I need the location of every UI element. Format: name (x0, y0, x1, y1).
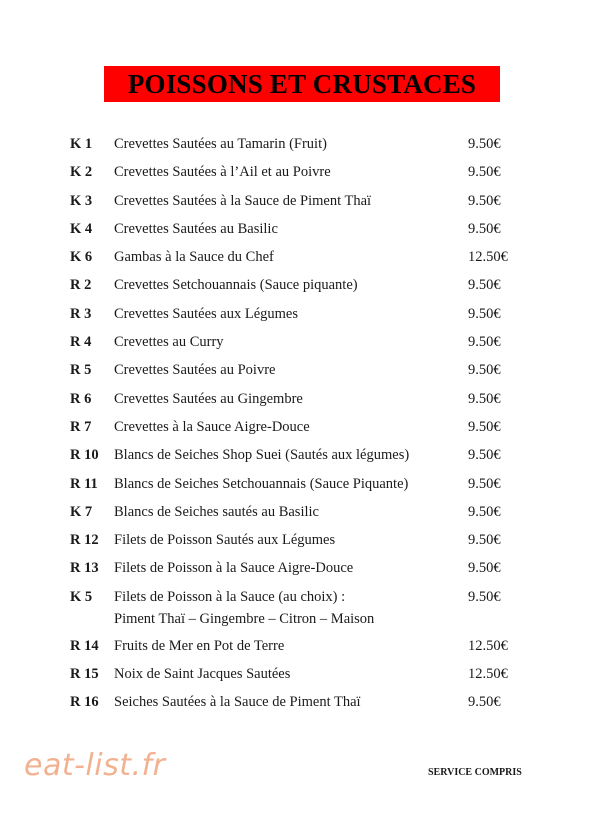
item-code: R 15 (70, 666, 99, 683)
menu-item (0, 473, 600, 501)
item-price: 9.50€ (468, 694, 501, 711)
item-name: Seiches Sautées à la Sauce de Piment Thaï (114, 694, 361, 711)
item-code: K 1 (70, 136, 93, 152)
item-code: R 11 (70, 475, 98, 492)
item-code: K 5 (70, 588, 93, 605)
item-code: R 14 (70, 637, 99, 654)
item-code: R 2 (70, 277, 92, 294)
item-price: 9.50€ (468, 136, 501, 152)
item-code: R 10 (70, 447, 99, 464)
menu-item (0, 388, 600, 416)
item-name: Crevettes Setchouannais (Sauce piquante) (114, 277, 358, 294)
menu-item (0, 274, 600, 302)
menu-item (0, 557, 600, 585)
menu-item (0, 416, 600, 444)
item-price: 9.50€ (468, 164, 501, 181)
item-code: K 4 (70, 220, 93, 237)
item-name-line2: Piment Thaï – Gingembre – Citron – Maison (114, 610, 375, 627)
item-code: R 3 (70, 305, 92, 322)
item-name: Crevettes au Curry (114, 334, 224, 351)
title-banner (104, 66, 500, 102)
item-price: 9.50€ (468, 192, 501, 209)
item-name: Blancs de Seiches sautés au Basilic (114, 503, 319, 520)
menu-item (0, 161, 600, 189)
item-name: Fruits de Mer en Pot de Terre (114, 637, 285, 654)
item-name: Filets de Poisson Sautés aux Légumes (114, 532, 336, 549)
item-name: Crevettes Sautées au Basilic (114, 220, 278, 237)
menu-item (0, 691, 600, 719)
item-name: Filets de Poisson à la Sauce Aigre-Douce (114, 560, 354, 577)
item-price: 9.50€ (468, 532, 501, 549)
item-name: Crevettes Sautées au Tamarin (Fruit) (114, 136, 327, 152)
page-title: POISSONS ET CRUSTACES (127, 68, 477, 99)
item-price: 9.50€ (468, 475, 501, 492)
item-code: R 5 (70, 362, 92, 379)
watermark-logo: eat-list.fr (24, 748, 166, 783)
menu-item (0, 133, 600, 161)
menu-item (0, 190, 600, 218)
menu-item (0, 303, 600, 331)
item-name: Crevettes Sautées aux Légumes (114, 305, 299, 322)
item-name: Crevettes Sautées au Poivre (114, 362, 276, 379)
item-code: R 7 (70, 418, 92, 435)
item-code: K 3 (70, 192, 93, 209)
item-name: Blancs de Seiches Shop Suei (Sautés aux légumes) (114, 447, 410, 464)
menu-item (0, 359, 600, 387)
item-price: 12.50€ (468, 637, 508, 654)
item-code: R 12 (70, 532, 99, 549)
item-price: 12.50€ (468, 666, 508, 683)
item-name-line1: Filets de Poisson à la Sauce (au choix) : (114, 588, 346, 605)
item-code: K 2 (70, 164, 93, 181)
item-name: Crevettes Sautées à l’Ail et au Poivre (114, 164, 331, 181)
item-code: K 6 (70, 249, 93, 266)
item-code: R 13 (70, 560, 99, 577)
service-note: SERVICE COMPRIS (428, 767, 522, 778)
item-code: R 4 (70, 334, 92, 351)
item-name: Crevettes à la Sauce Aigre-Douce (114, 418, 310, 435)
item-code: K 7 (70, 503, 93, 520)
item-price: 9.50€ (468, 503, 501, 520)
menu-item (0, 529, 600, 557)
item-name: Blancs de Seiches Setchouannais (Sauce Piquante) (114, 475, 409, 492)
menu-item (0, 331, 600, 359)
item-price: 9.50€ (468, 220, 501, 237)
item-price: 12.50€ (468, 249, 508, 266)
menu-item (0, 663, 600, 691)
item-name: Crevettes Sautées au Gingembre (114, 390, 303, 407)
item-name (114, 586, 459, 630)
item-price: 9.50€ (468, 390, 501, 407)
item-name: Crevettes Sautées à la Sauce de Piment Thaï (114, 192, 372, 209)
menu-item (0, 501, 600, 529)
item-price: 9.50€ (468, 560, 501, 577)
item-name: Gambas à la Sauce du Chef (114, 249, 274, 266)
menu-list (0, 133, 600, 720)
menu-item (0, 586, 600, 635)
menu-item (0, 635, 600, 663)
item-price: 9.50€ (468, 418, 501, 435)
item-price: 9.50€ (468, 362, 501, 379)
item-price: 9.50€ (468, 277, 501, 294)
menu-item (0, 246, 600, 274)
menu-item (0, 218, 600, 246)
menu-item (0, 444, 600, 472)
item-price: 9.50€ (468, 305, 501, 322)
item-code: R 6 (70, 390, 92, 407)
item-price: 9.50€ (468, 588, 501, 605)
item-name: Noix de Saint Jacques Sautées (114, 666, 291, 683)
item-price: 9.50€ (468, 334, 501, 351)
item-price: 9.50€ (468, 447, 501, 464)
item-code: R 16 (70, 694, 99, 711)
